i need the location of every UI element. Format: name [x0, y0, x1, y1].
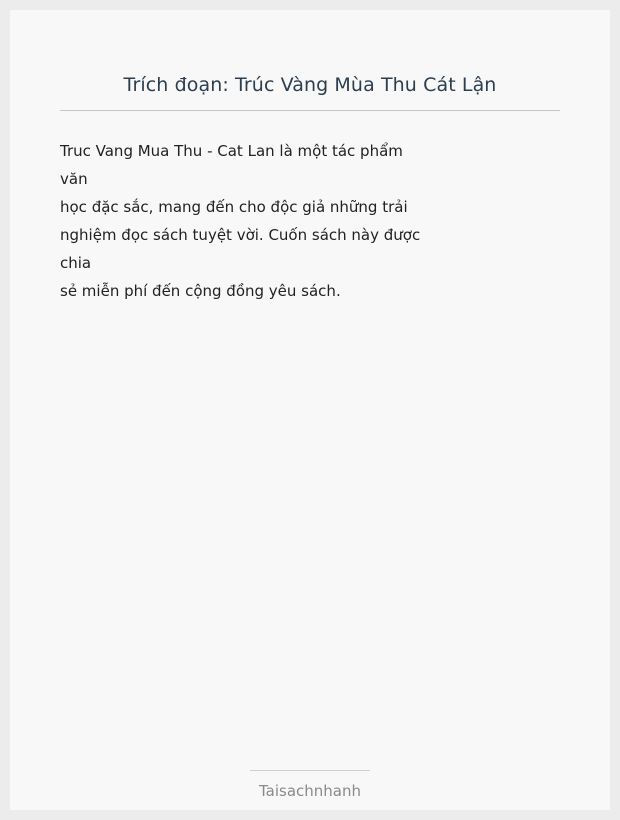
body-line: Truc Vang Mua Thu - Cat Lan là một tác phẩm: [60, 142, 403, 160]
body-line: sẻ miễn phí đến cộng đồng yêu sách.: [60, 282, 341, 300]
title-divider: [60, 110, 560, 111]
footer-divider: [250, 770, 370, 771]
page-title: Trích đoạn: Trúc Vàng Mùa Thu Cát Lận: [123, 74, 497, 96]
excerpt-body: [60, 137, 420, 305]
body-line: học đặc sắc, mang đến cho độc giả những trải: [60, 198, 408, 216]
body-line: chia: [60, 254, 92, 272]
body-line: văn: [60, 170, 88, 188]
document-page: [10, 10, 610, 810]
footer-site-name: Taisachnhanh: [258, 782, 362, 800]
body-line: nghiệm đọc sách tuyệt vời. Cuốn sách này được: [60, 226, 421, 244]
